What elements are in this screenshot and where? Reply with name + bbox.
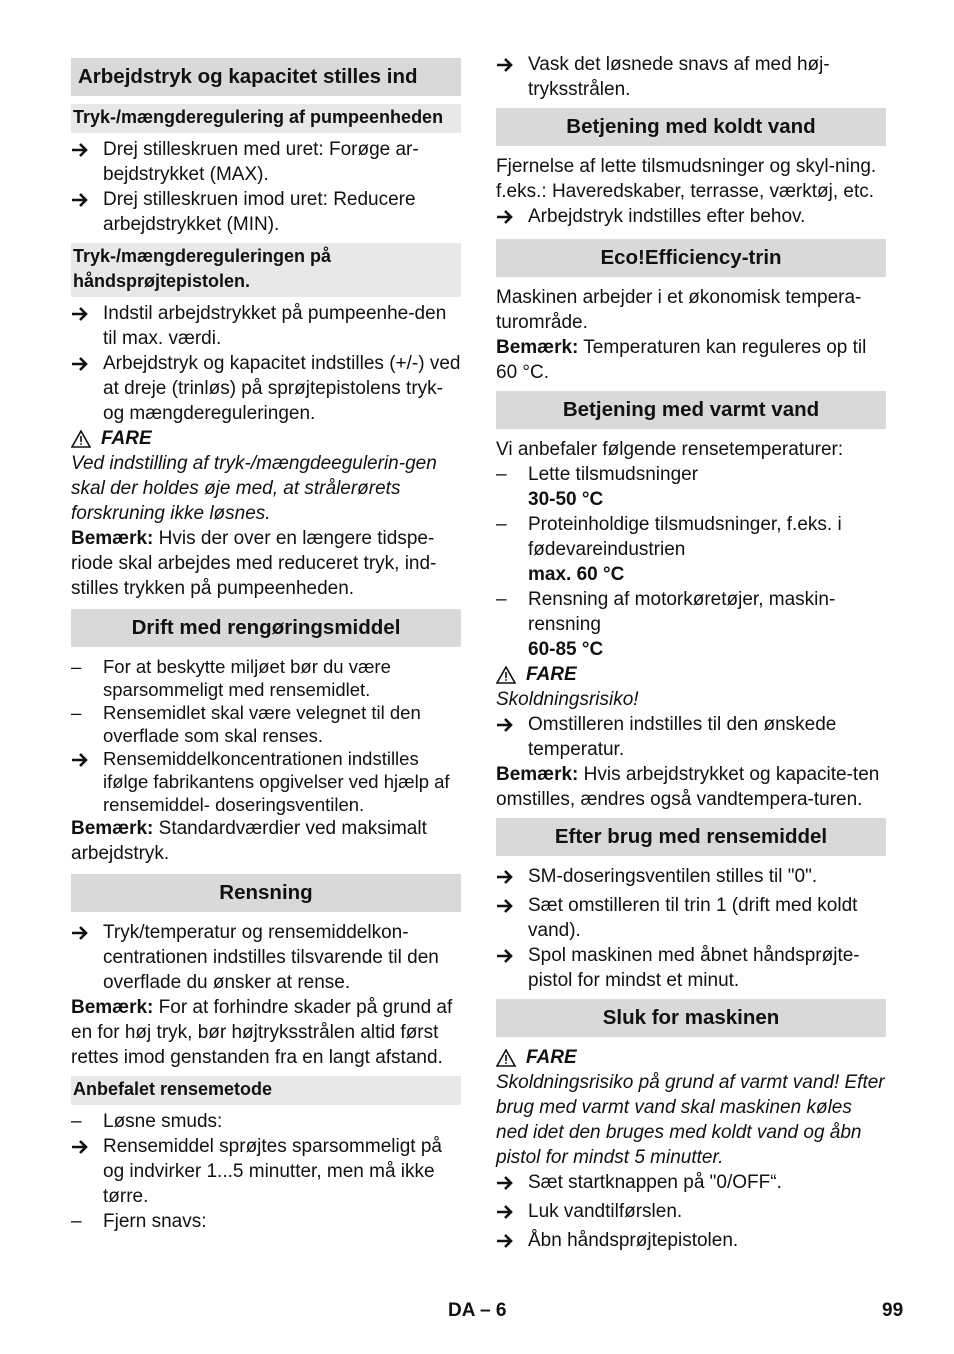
list-item-text: Rensemidlet skal være velegnet til den overflade som skal renses. bbox=[103, 702, 421, 746]
dash-bullet: – bbox=[71, 656, 82, 677]
dash-bullet: – bbox=[496, 589, 507, 610]
page-number: 99 bbox=[882, 1300, 904, 1321]
list-item bbox=[71, 1209, 461, 1234]
list-item-text: Vask det løsnede snavs af med høj-tryksstrålen. bbox=[528, 54, 830, 100]
list-item-text: Drej stilleskruen imod uret: Reducere arbejdstrykket (MIN). bbox=[103, 189, 416, 235]
list-top bbox=[496, 52, 886, 102]
note-high-pressure bbox=[71, 995, 461, 1070]
list-item-text: Løsne smuds: bbox=[103, 1111, 223, 1132]
subheading-pump-unit: Tryk-/mængderegulering af pumpeenheden bbox=[71, 104, 461, 133]
arrow-right-icon bbox=[496, 897, 514, 915]
list-cleaning-method bbox=[71, 1109, 461, 1234]
warning-text: FARE bbox=[526, 1047, 577, 1068]
arrow-bullet bbox=[496, 1228, 528, 1257]
subheading-cleaning-method: Anbefalet rensemetode bbox=[71, 1076, 461, 1105]
arrow-right-icon bbox=[496, 947, 514, 965]
warning-triangle-icon bbox=[496, 666, 516, 684]
temperature-value: 60-85 °C bbox=[528, 639, 604, 660]
list-cold-water bbox=[496, 204, 886, 233]
arrow-bullet bbox=[496, 893, 528, 943]
list-item bbox=[496, 1228, 886, 1257]
list-switch-off bbox=[496, 1170, 886, 1257]
arrow-right-icon bbox=[71, 924, 89, 942]
list-item bbox=[71, 1134, 461, 1209]
note-text: For at forhindre skader på grund af en for høj tryk, bør højtryksstrålen altid først rettes imod genstanden fra en langt afstand. bbox=[71, 997, 453, 1068]
warning-text: FARE bbox=[526, 664, 577, 685]
arrow-right-icon bbox=[71, 355, 89, 373]
list-item bbox=[71, 701, 461, 747]
subheading-spray-gun: Tryk-/mængdereguleringen på håndsprøjtepistolen. bbox=[71, 243, 461, 297]
note-text: Hvis arbejdstrykket og kapacite-ten omstilles, ændres også vandtempera-turen. bbox=[496, 764, 880, 810]
arrow-right-icon bbox=[496, 868, 514, 886]
dash-bullet: – bbox=[496, 514, 507, 535]
section-heading-hot-water: Betjening med varmt vand bbox=[496, 391, 886, 429]
list-item bbox=[496, 943, 886, 993]
temperature-value: 30-50 °C bbox=[528, 489, 604, 510]
arrow-right-icon bbox=[496, 716, 514, 734]
list-item-text: SM-doseringsventilen stilles til "0". bbox=[528, 866, 818, 887]
note-temperature bbox=[496, 335, 886, 385]
section-heading-eco: Eco!Efficiency-trin bbox=[496, 239, 886, 277]
section-heading-detergent: Drift med rengøringsmiddel bbox=[71, 609, 461, 647]
arrow-bullet bbox=[496, 1199, 528, 1228]
dash-bullet: – bbox=[496, 464, 507, 485]
warning-body: Ved indstilling af tryk-/mængdeegulerin-gen skal der holdes øje med, at strålerørets forskruning ikke løsnes. bbox=[71, 453, 437, 524]
list-item-text: Spol maskinen med åbnet håndsprøjte-pistol for mindst et minut. bbox=[528, 945, 860, 991]
list-pump-unit bbox=[71, 137, 461, 237]
list-item-text: Tryk/temperatur og rensemiddelkon-centrationen indstilles tilsvarende til den overflade du ønsker at rense. bbox=[103, 922, 439, 993]
note-label: Bemærk: bbox=[71, 528, 154, 549]
arrow-right-icon bbox=[71, 1138, 89, 1156]
arrow-right-icon bbox=[496, 208, 514, 226]
note-standard-values bbox=[71, 816, 461, 866]
eco-text: Maskinen arbejder i et økonomisk tempera-turområde. bbox=[496, 287, 862, 333]
temperature-value: max. 60 °C bbox=[528, 564, 625, 585]
warning-text: FARE bbox=[101, 428, 152, 449]
arrow-right-icon bbox=[496, 56, 514, 74]
note-text: Standardværdier ved maksimalt arbejdstryk. bbox=[71, 818, 427, 864]
note-water-temperature bbox=[496, 762, 886, 812]
list-item-text: Lette tilsmudsninger bbox=[528, 464, 699, 485]
arrow-bullet bbox=[71, 137, 103, 187]
arrow-bullet bbox=[71, 920, 103, 995]
warning-label bbox=[71, 426, 461, 451]
warning-label bbox=[496, 662, 886, 687]
arrow-right-icon bbox=[71, 305, 89, 323]
list-item bbox=[496, 512, 886, 562]
list-item bbox=[496, 864, 886, 893]
arrow-right-icon bbox=[496, 1203, 514, 1221]
right-column bbox=[496, 52, 886, 1257]
arrow-bullet bbox=[496, 1170, 528, 1199]
list-item-text: Drej stilleskruen med uret: Forøge ar-bejdstrykket (MAX). bbox=[103, 139, 419, 185]
list-item bbox=[71, 187, 461, 237]
list-item-text: Omstilleren indstilles til den ønskede temperatur. bbox=[528, 714, 837, 760]
arrow-bullet bbox=[71, 351, 103, 426]
arrow-bullet bbox=[496, 204, 528, 233]
list-cleaning bbox=[71, 920, 461, 995]
list-item-text: Rensemiddelkoncentrationen indstilles ifølge fabrikantens opgivelser ved hjælp af rensemiddel- doseringsventilen. bbox=[103, 748, 450, 815]
list-item bbox=[496, 893, 886, 943]
list-item-text: Sæt omstilleren til trin 1 (drift med koldt vand). bbox=[528, 895, 858, 941]
arrow-right-icon bbox=[496, 1232, 514, 1250]
list-item bbox=[71, 137, 461, 187]
section-heading-after-detergent: Efter brug med rensemiddel bbox=[496, 818, 886, 856]
note-label: Bemærk: bbox=[496, 764, 579, 785]
arrow-bullet bbox=[496, 52, 528, 102]
arrow-right-icon bbox=[71, 141, 89, 159]
list-item bbox=[71, 351, 461, 426]
list-item-text: Fjern snavs: bbox=[103, 1211, 207, 1232]
arrow-bullet bbox=[71, 187, 103, 237]
cold-water-text: Fjernelse af lette tilsmudsninger og skyl-ning. f.eks.: Haveredskaber, terrasse, værktøj, etc. bbox=[496, 156, 877, 202]
arrow-right-icon bbox=[71, 191, 89, 209]
section-heading-pressure: Arbejdstryk og kapacitet stilles ind bbox=[71, 58, 461, 96]
list-item bbox=[71, 655, 461, 701]
list-item-text: For at beskytte miljøet bør du være sparsommeligt med rensemidlet. bbox=[103, 656, 391, 700]
list-item bbox=[496, 712, 886, 762]
section-heading-cold-water: Betjening med koldt vand bbox=[496, 108, 886, 146]
note-text: Hvis der over en længere tidspe-riode skal arbejdes med reduceret tryk, ind-stilles trykken på pumpeenheden. bbox=[71, 528, 437, 599]
warning-triangle-icon bbox=[496, 1049, 516, 1067]
dash-bullet: – bbox=[71, 1111, 82, 1132]
arrow-bullet bbox=[71, 747, 103, 816]
list-temperatures bbox=[496, 462, 886, 662]
list-item bbox=[71, 1109, 461, 1134]
list-item bbox=[496, 52, 886, 102]
note-reduced-pressure bbox=[71, 526, 461, 601]
arrow-bullet bbox=[71, 301, 103, 351]
note-label: Bemærk: bbox=[496, 337, 579, 358]
list-temperature-selector bbox=[496, 712, 886, 762]
list-item bbox=[496, 1199, 886, 1228]
note-label: Bemærk: bbox=[71, 818, 154, 839]
list-item bbox=[496, 462, 886, 487]
list-item-text: Rensning af motorkøretøjer, maskin-rensning bbox=[528, 589, 836, 635]
list-item bbox=[71, 301, 461, 351]
list-item-text: Åbn håndsprøjtepistolen. bbox=[528, 1230, 739, 1251]
dash-bullet: – bbox=[71, 702, 82, 723]
warning-body: Skoldningsrisiko! bbox=[496, 689, 639, 710]
list-item-text: Sæt startknappen på "0/OFF“. bbox=[528, 1172, 782, 1193]
list-item bbox=[71, 747, 461, 816]
arrow-right-icon bbox=[71, 751, 89, 769]
list-item bbox=[496, 204, 886, 233]
list-item-text: Indstil arbejdstrykket på pumpeenhe-den til max. værdi. bbox=[103, 303, 447, 349]
list-item bbox=[71, 920, 461, 995]
note-label: Bemærk: bbox=[71, 997, 154, 1018]
list-item-text: Proteinholdige tilsmudsninger, f.eks. i fødevareindustrien bbox=[528, 514, 842, 560]
list-spray-gun bbox=[71, 301, 461, 426]
warning-label bbox=[496, 1045, 886, 1070]
list-item-text: Rensemiddel sprøjtes sparsommeligt på og indvirker 1...5 minutter, men må ikke tørre. bbox=[103, 1136, 442, 1207]
arrow-right-icon bbox=[496, 1174, 514, 1192]
section-heading-switch-off: Sluk for maskinen bbox=[496, 999, 886, 1037]
section-heading-cleaning: Rensning bbox=[71, 874, 461, 912]
list-detergent bbox=[71, 655, 461, 816]
list-item-text: Luk vandtilførslen. bbox=[528, 1201, 683, 1222]
arrow-bullet bbox=[496, 712, 528, 762]
dash-bullet: – bbox=[71, 1211, 82, 1232]
hot-water-text: Vi anbefaler følgende rensetemperaturer: bbox=[496, 439, 844, 460]
left-column bbox=[71, 52, 461, 1234]
warning-body: Skoldningsrisiko på grund af varmt vand! Efter brug med varmt vand skal maskinen køles ned idet den bruges med koldt vand og åbn pistol for mindst 5 minutter. bbox=[496, 1072, 885, 1168]
note-text: Temperaturen kan reguleres op til 60 °C. bbox=[496, 337, 867, 383]
list-item-text: Arbejdstryk indstilles efter behov. bbox=[528, 206, 806, 227]
list-item bbox=[496, 1170, 886, 1199]
arrow-bullet bbox=[71, 1134, 103, 1209]
list-item-text: Arbejdstryk og kapacitet indstilles (+/-) ved at dreje (trinløs) på sprøjtepistolens tryk- og mængdereguleringen. bbox=[103, 353, 461, 424]
list-item bbox=[496, 587, 886, 637]
list-after-detergent bbox=[496, 864, 886, 993]
arrow-bullet bbox=[496, 943, 528, 993]
arrow-bullet bbox=[496, 864, 528, 893]
warning-triangle-icon bbox=[71, 430, 91, 448]
footer-section-label: DA – 6 bbox=[448, 1300, 507, 1321]
